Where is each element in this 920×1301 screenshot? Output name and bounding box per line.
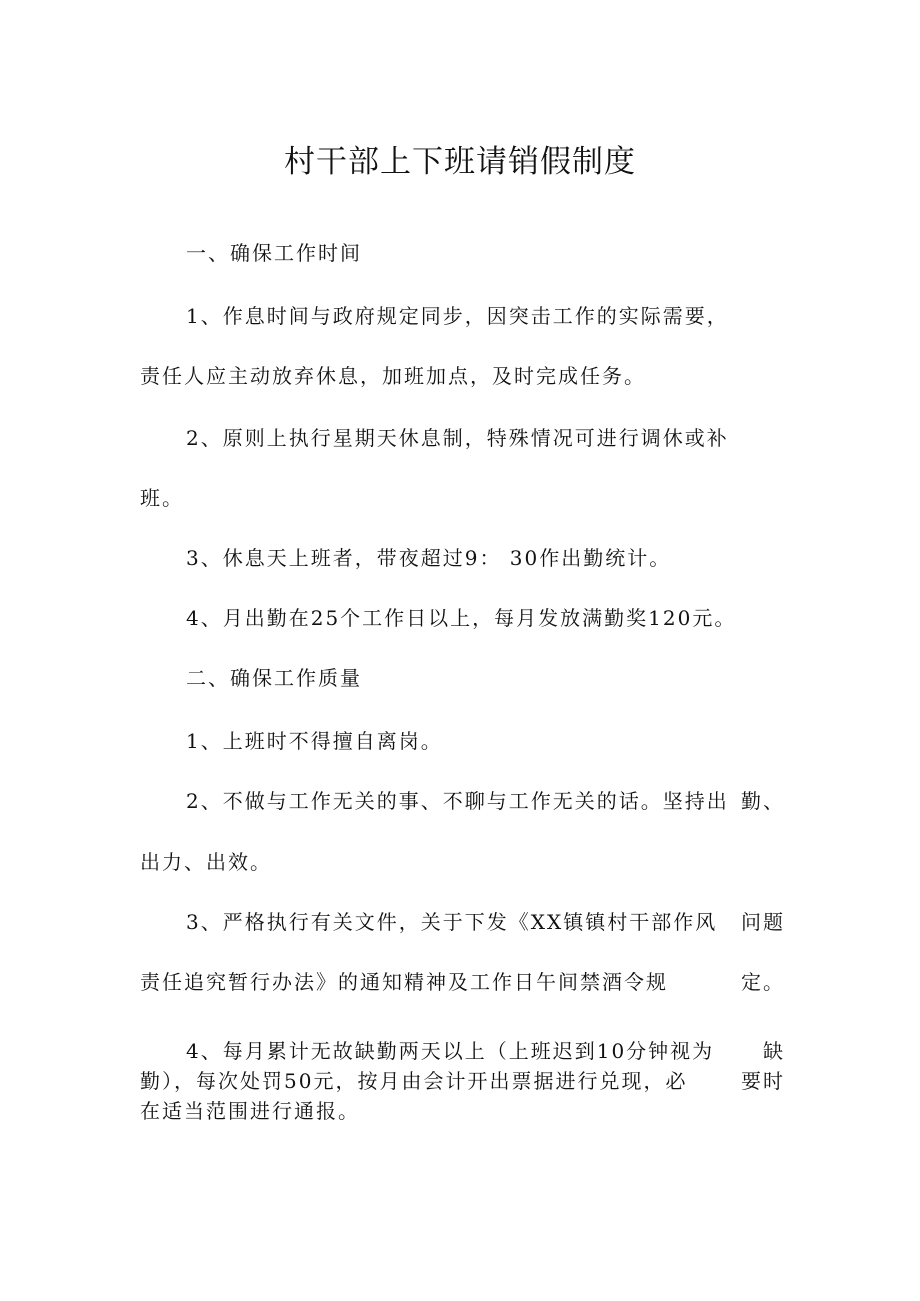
- paragraph-line: 1、上班时不得擅自离岗。: [186, 729, 443, 753]
- paragraph-line: 责任人应主动放弃休息，加班加点，及时完成任务。: [140, 364, 646, 388]
- text-segment: 定。: [741, 970, 785, 994]
- paragraph-line: 4、月出勤在25个工作日以上，每月发放满勤奖120元。: [186, 606, 737, 630]
- text-segment: 要时: [741, 1069, 785, 1093]
- paragraph-line: 出力、出效。: [140, 850, 272, 874]
- text-segment: 勤、: [741, 789, 785, 813]
- document-title: 村干部上下班请销假制度: [284, 144, 636, 180]
- paragraph-line: 2、原则上执行星期天休息制，特殊情况可进行调休或补: [186, 426, 729, 450]
- text-segment: 责任追究暂行办法》的通知精神及工作日午间禁酒令规: [140, 970, 668, 994]
- paragraph-line: 3、休息天上班者，带夜超过9： 30作出勤统计。: [186, 546, 672, 570]
- section-heading-work-time: 一、确保工作时间: [186, 241, 362, 265]
- paragraph-line: 在适当范围进行通报。: [140, 1099, 360, 1123]
- text-segment: 问题: [741, 910, 785, 934]
- paragraph-line: [186, 908, 785, 936]
- text-segment: 2、不做与工作无关的事、不聊与工作无关的话。坚持出: [186, 789, 729, 813]
- paragraph-line: [140, 1067, 785, 1095]
- text-segment: 3、严格执行有关文件，关于下发《XX镇镇村干部作风: [186, 910, 718, 934]
- paragraph-line: [186, 1037, 785, 1065]
- text-segment: 勤），每次处罚50元，按月由会计开出票据进行兑现，必: [140, 1069, 688, 1093]
- paragraph-line: [186, 787, 785, 815]
- text-segment: 4、每月累计无故缺勤两天以上（上班迟到10分钟视为: [186, 1039, 715, 1063]
- paragraph-line: 1、作息时间与政府规定同步，因突击工作的实际需要，: [186, 304, 729, 328]
- text-segment: 缺: [763, 1039, 785, 1063]
- section-heading-work-quality: 二、确保工作质量: [186, 666, 362, 690]
- paragraph-line: [140, 968, 785, 996]
- paragraph-line: 班。: [140, 486, 184, 510]
